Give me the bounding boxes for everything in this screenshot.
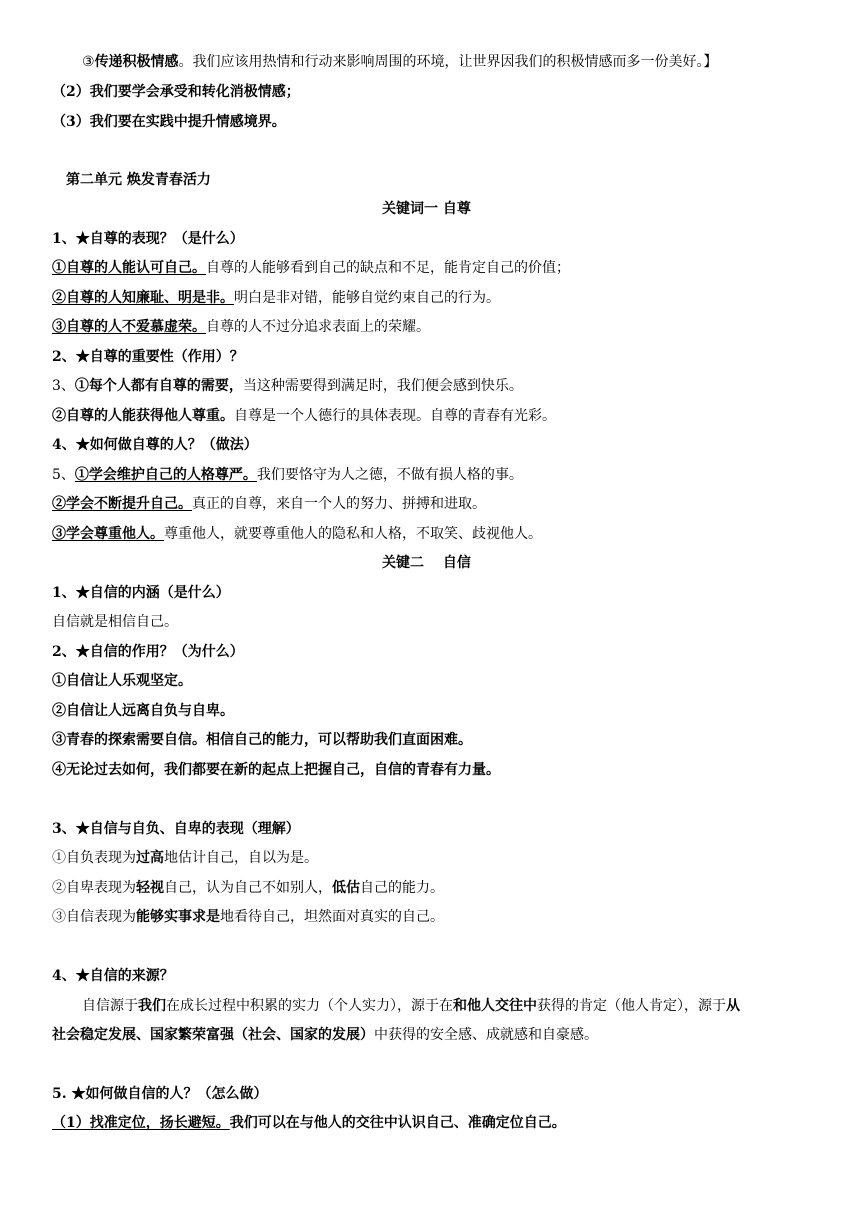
kw2-q5: 5. ★如何做自信的人？（怎么做） (52, 1086, 268, 1102)
bold-term: 传递积极情感 (94, 54, 179, 70)
kw1-q2-item-2: ②自尊的人能获得他人尊重。自尊是一个人德行的具体表现。自尊的青春有光彩。 (52, 408, 556, 424)
unit2-title: 第二单元 焕发青春活力 (66, 172, 211, 188)
kw2-q3-item-3: ③自信表现为能够实事求是地看待自己，坦然面对真实的自己。 (52, 909, 444, 925)
kw1-q3-item-3: ③学会尊重他人。尊重他人，就要尊重他人的隐私和人格，不取笑、歧视他人。 (52, 526, 542, 542)
kw1-q2: 2、★自尊的重要性（作用）？ (52, 349, 244, 365)
kw2-q5-item-1: （1）找准定位，扬长避短。我们可以在与他人的交往中认识自己、准确定位自己。 (52, 1115, 566, 1131)
kw2-q2: 2、★自信的作用？（为什么） (52, 644, 244, 660)
kw2-q4-paragraph-line-1: 自信源于我们在成长过程中积累的实力（个人实力），源于在和他人交往中获得的肯定（他人肯定），源于从 (82, 998, 740, 1014)
kw2-q3-item-1: ①自负表现为过高地估计自己，自以为是。 (52, 850, 318, 866)
kw2-q3: 3、★自信与自负、自卑的表现（理解） (52, 821, 300, 837)
kw2-q2-item-2: ②自信让人远离自负与自卑。 (52, 703, 234, 719)
kw1-q3-item-2: ②学会不断提升自己。真正的自尊，来自一个人的努力、拼搏和进取。 (52, 496, 486, 512)
kw2-q2-item-4: ④无论过去如何，我们都要在新的起点上把握自己，自信的青春有力量。 (52, 762, 500, 778)
kw1-q1: 1、★自尊的表现？（是什么） (52, 231, 244, 247)
kw1-q1-item-1: ①自尊的人能认可自己。自尊的人能够看到自己的缺点和不足，能肯定自己的价值； (52, 260, 570, 276)
kw2-q4: 4、★自信的来源？ (52, 968, 174, 984)
kw2-q2-item-1: ①自信让人乐观坚定。 (52, 673, 192, 689)
kw2-heading: 关键二 自信 (382, 555, 471, 571)
kw1-q1-item-3: ③自尊的人不爱慕虚荣。自尊的人不过分追求表面上的荣耀。 (52, 319, 430, 335)
kw1-heading: 关键词一 自尊 (382, 201, 471, 217)
unit1-point2: （2）我们要学会承受和转化消极情感； (52, 84, 300, 100)
kw2-q1-answer: 自信就是相信自己。 (52, 614, 178, 630)
kw2-q4-paragraph-line-2: 社会稳定发展、国家繁荣富强（社会、国家的发展）中获得的安全感、成就感和自豪感。 (52, 1027, 598, 1043)
kw1-q1-item-2: ②自尊的人知廉耻、明是非。明白是非对错，能够自觉约束自己的行为。 (52, 290, 500, 306)
kw2-q3-item-2: ②自卑表现为轻视自己，认为自己不如别人，低估自己的能力。 (52, 880, 444, 896)
kw1-q3-item-1: 5、①学会维护自己的人格尊严。我们要恪守为人之德，不做有损人格的事。 (52, 467, 523, 483)
kw1-q2-item-1: 3、①每个人都有自尊的需要，当这种需要得到满足时，我们便会感到快乐。 (52, 378, 523, 394)
unit1-point3: （3）我们要在实践中提升情感境界。 (52, 114, 286, 130)
kw1-q3: 4、★如何做自尊的人？（做法） (52, 437, 258, 453)
kw2-q2-item-3: ③青春的探索需要自信。相信自己的能力，可以帮助我们直面困难。 (52, 732, 472, 748)
unit1-item3: ③传递积极情感。我们应该用热情和行动来影响周围的环境，让世界因我们的积极情感而多一份美好。】 (82, 54, 718, 70)
kw2-q1: 1、★自信的内涵（是什么） (52, 585, 230, 601)
